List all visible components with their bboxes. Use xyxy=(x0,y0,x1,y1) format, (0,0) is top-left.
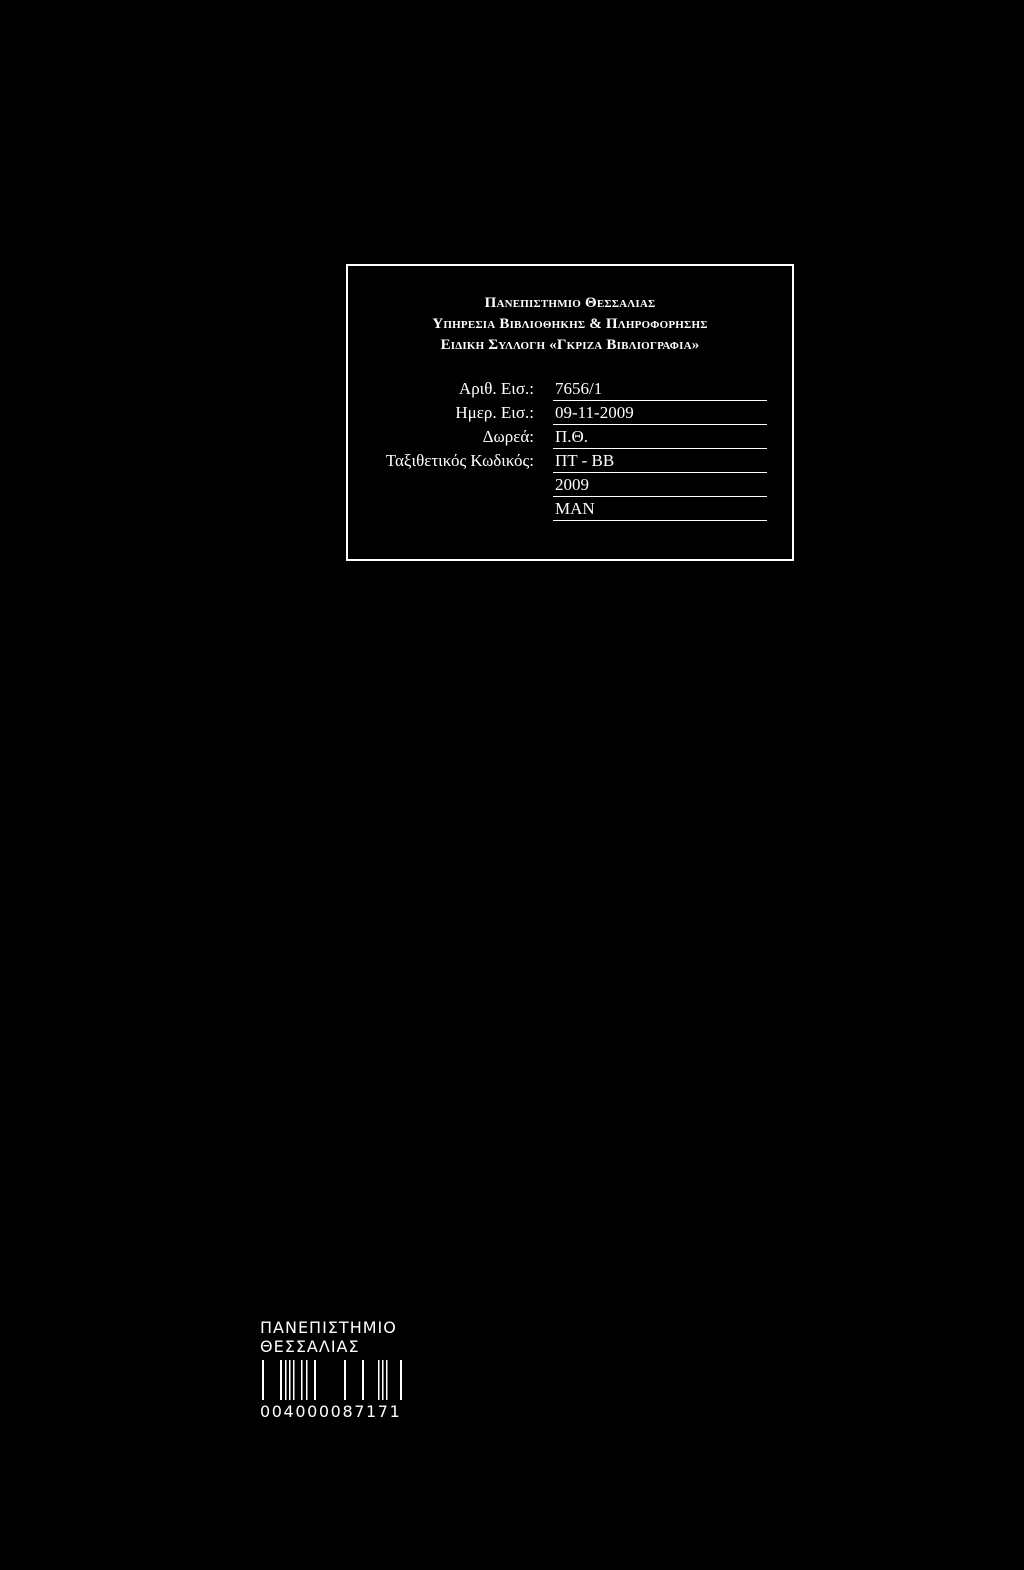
stamp-fields xyxy=(348,378,792,522)
field-value: 09-11-2009 xyxy=(553,402,767,425)
stamp-header-service: Υπηρεσια Βιβλιοθηκης & Πληροφορησης xyxy=(432,316,708,332)
field-row-call-number xyxy=(348,450,792,474)
field-label: Αριθ. Εισ.: xyxy=(458,379,534,398)
field-value: ΜΑΝ xyxy=(553,498,767,521)
field-value: Π.Θ. xyxy=(553,426,767,449)
barcode-number: 004000087171 xyxy=(260,1402,402,1421)
stamp-header-university: Πανεπιστημιο Θεσσαλιας xyxy=(484,295,656,311)
field-value: 7656/1 xyxy=(553,378,767,401)
field-label: Ημερ. Εισ.: xyxy=(455,403,534,422)
field-label: Δωρεά: xyxy=(482,427,534,446)
library-barcode-label xyxy=(260,1318,430,1421)
stamp-header-collection: Ειδικη Συλλογη «Γκριζα Βιβλιογραφια» xyxy=(440,337,700,353)
field-row-call-number-author xyxy=(348,498,792,522)
field-value: ΠΤ - ΒΒ xyxy=(553,450,767,473)
field-row-donation xyxy=(348,426,792,450)
field-label: Ταξιθετικός Κωδικός: xyxy=(385,451,534,470)
library-name xyxy=(260,1318,430,1356)
library-accession-stamp xyxy=(346,264,794,561)
stamp-header xyxy=(348,293,792,356)
field-value: 2009 xyxy=(553,474,767,497)
field-row-accession-date xyxy=(348,402,792,426)
field-row-call-number-year xyxy=(348,474,792,498)
barcode-image xyxy=(260,1360,430,1400)
library-name-line: ΘΕΣΣΑΛΙΑΣ xyxy=(260,1337,360,1356)
field-row-accession-number xyxy=(348,378,792,402)
library-name-line: ΠΑΝΕΠΙΣΤΗΜΙΟ xyxy=(260,1318,397,1337)
